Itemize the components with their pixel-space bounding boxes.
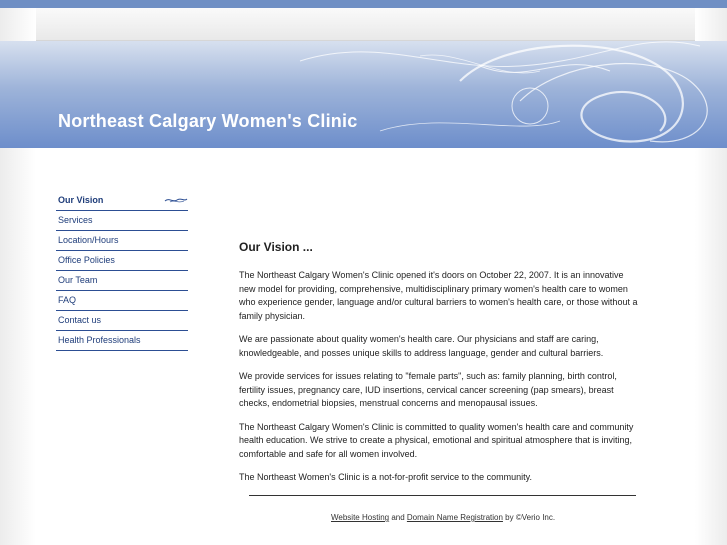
nav-item-office-policies[interactable] xyxy=(56,251,188,271)
nav-item-label: Services xyxy=(58,215,93,225)
footer-by-text: by ©Verio Inc. xyxy=(502,513,556,522)
header-banner xyxy=(0,41,727,148)
nav-item-health-professionals[interactable] xyxy=(56,331,188,351)
paragraph-nonprofit: The Northeast Women's Clinic is a not-for-profit service to the community. xyxy=(239,472,532,482)
paragraph-opening: The Northeast Calgary Women's Clinic opened it's doors on October 22, 2007. It is an innovative new model for providing, comprehensive, multidisciplinary primary women's health care to women who experience gender, language and/or cultural barriers to women's health care, or those without a family physician. xyxy=(239,270,638,321)
top-bar xyxy=(0,0,727,8)
nav-item-label: Health Professionals xyxy=(58,335,141,345)
domain-registration-link[interactable]: Domain Name Registration xyxy=(406,513,503,522)
site-title: Northeast Calgary Women's Clinic xyxy=(58,111,358,131)
footer xyxy=(331,513,555,522)
nav-item-contact-us[interactable] xyxy=(56,311,188,331)
footer-divider xyxy=(249,495,636,496)
nav-item-label: Location/Hours xyxy=(58,235,119,245)
nav-item-services[interactable] xyxy=(56,211,188,231)
nav-item-label: FAQ xyxy=(58,295,77,305)
paragraph-commitment: The Northeast Calgary Women's Clinic is committed to quality women's health care and community health education. We strive to create a physical, emotional and spiritual atmosphere that is inviting, comfortable and safe for all women involved. xyxy=(239,421,634,459)
nav-item-location-hours[interactable] xyxy=(56,231,188,251)
nav-item-label: Contact us xyxy=(58,315,102,325)
swirl-icon xyxy=(164,196,188,204)
nav-item-our-team[interactable] xyxy=(56,271,188,291)
sidebar-nav xyxy=(56,191,188,351)
paragraph-passion: We are passionate about quality women's health care. Our physicians and staff are caring, knowledgeable, and posses unique skills to address language, gender and cultural barriers. xyxy=(239,334,604,358)
footer-and-text: and xyxy=(389,513,407,522)
nav-item-label: Our Team xyxy=(58,275,98,285)
main-content xyxy=(239,240,639,495)
nav-item-label: Our Vision xyxy=(58,195,104,205)
nav-item-faq[interactable] xyxy=(56,291,188,311)
nav-item-label: Office Policies xyxy=(58,255,115,265)
page-title: Our Vision ... xyxy=(239,240,313,254)
paragraph-services: We provide services for issues relating to "female parts", such as: family planning, birth control, fertility issues, pregnancy care, IUD insertions, cervical cancer screening (pap smears), breast checks, endometrial biopsies, menstrual concerns and menopausal issues. xyxy=(239,371,617,408)
website-hosting-link[interactable]: Website Hosting xyxy=(331,513,390,522)
top-light-band xyxy=(0,8,727,40)
nav-item-our-vision[interactable] xyxy=(56,191,188,211)
